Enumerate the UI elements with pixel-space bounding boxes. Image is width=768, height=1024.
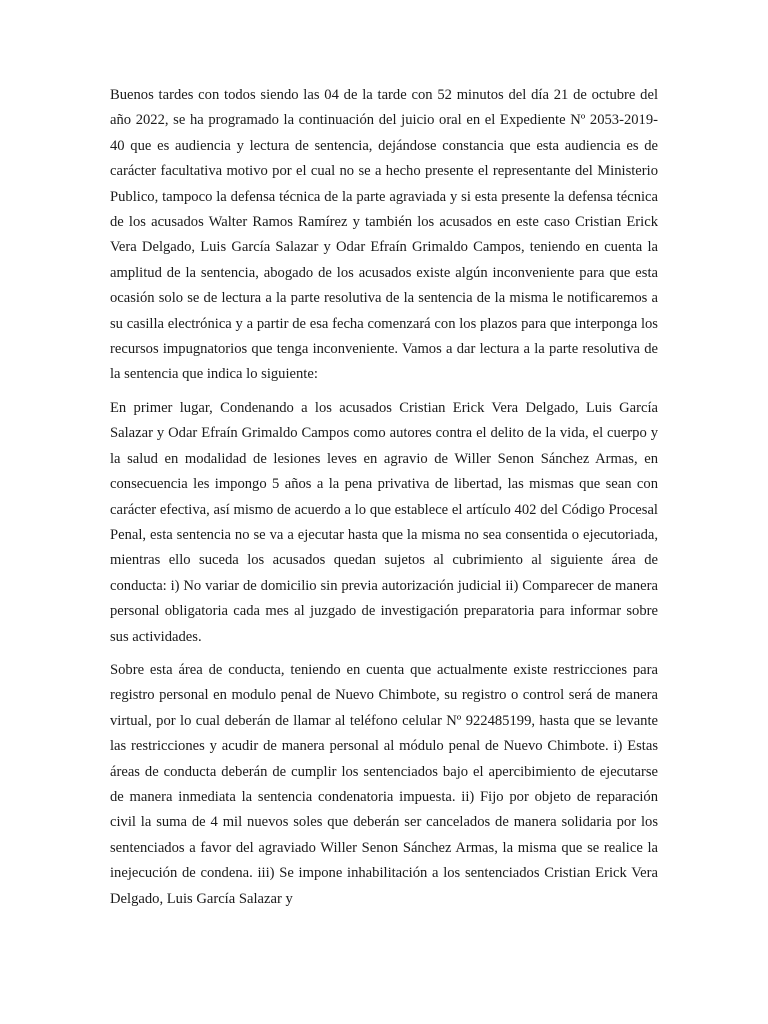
paragraph-conduct-rules: Sobre esta área de conducta, teniendo en cuenta que actualmente existe restricciones para registro personal en modulo penal de Nuevo Chimbote, su registro o control será de manera virtual, por lo cual deberán de llamar al teléfono celular Nº 922485199, hasta que se levante las restricciones y acudir de manera personal al módulo penal de Nuevo Chimbote. i) Estas áreas de conducta deberán de cumplir los sentenciados bajo el apercibimiento de ejecutarse de manera inmediata la sentencia condenatoria impuesta. ii) Fijo por objeto de reparación civil la suma de 4 mil nuevos soles que deberán ser cancelados de manera solidaria por los sentenciados a favor del agraviado Willer Senon Sánchez Armas, la misma que se realice la inejecución de condena. iii) Se impone inhabilitación a los sentenciados Cristian Erick Vera Delgado, Luis García Salazar y xyxy=(110,661,658,907)
document-body xyxy=(110,83,658,912)
paragraph-opening: Buenos tardes con todos siendo las 04 de la tarde con 52 minutos del día 21 de octubre del año 2022, se ha programado la continuación del juicio oral en el Expediente Nº 2053-2019-40 que es audiencia y lectura de sentencia, dejándose constancia que esta audiencia es de carácter facultativa motivo por el cual no se a hecho presente el representante del Ministerio Publico, tampoco la defensa técnica de la parte agraviada y si esta presente la defensa técnica de los acusados Walter Ramos Ramírez y también los acusados en este caso Cristian Erick Vera Delgado, Luis García Salazar y Odar Efraín Grimaldo Campos, teniendo en cuenta la amplitud de la sentencia, abogado de los acusados existe algún inconveniente para que esta ocasión solo se de lectura a la parte resolutiva de la sentencia de la misma le notificaremos a su casilla electrónica y a partir de esa fecha comenzará con los plazos para que interponga los recursos impugnatorios que tenga inconveniente. Vamos a dar lectura a la parte resolutiva de la sentencia que indica lo siguiente: xyxy=(110,87,658,383)
paragraph-sentence-conviction: En primer lugar, Condenando a los acusados Cristian Erick Vera Delgado, Luis García Salazar y Odar Efraín Grimaldo Campos como autores contra el delito de la vida, el cuerpo y la salud en modalidad de lesiones leves en agravio de Willer Senon Sánchez Armas, en consecuencia les impongo 5 años a la pena privativa de libertad, las mismas que sean con carácter efectiva, así mismo de acuerdo a lo que establece el artículo 402 del Código Procesal Penal, esta sentencia no se va a ejecutar hasta que la misma no sea consentida o ejecutoriada, mientras ello suceda los acusados quedan sujetos al cubrimiento al siguiente área de conducta: i) No variar de domicilio sin previa autorización judicial ii) Comparecer de manera personal obligatoria cada mes al juzgado de investigación preparatoria para informar sobre sus actividades. xyxy=(110,399,658,645)
